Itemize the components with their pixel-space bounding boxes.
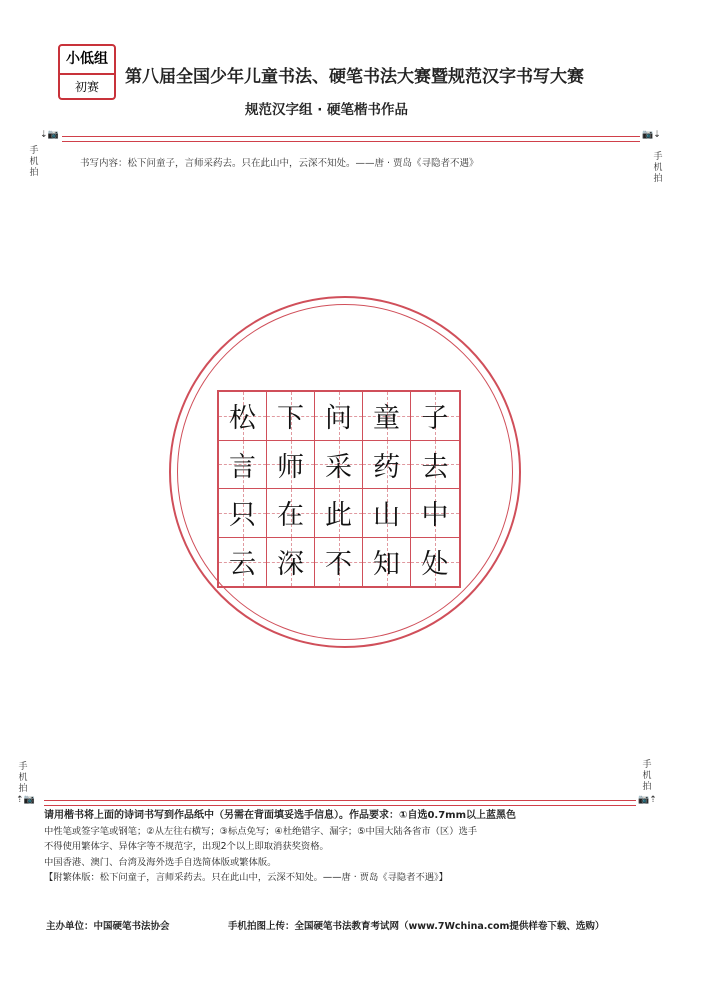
grid-cell: 中 [411, 489, 459, 538]
phone-photo-mark-top-left: 手 机 拍 [29, 146, 39, 178]
writing-content: 书写内容：松下问童子，言师采药去。只在此山中，云深不知处。——唐 · 贾岛《寻隐者不遇》 [80, 158, 479, 169]
grid-cell: 采 [315, 441, 363, 490]
instruction-line: 不得使用繁体字、异体字等不规范字，出现2个以上即取消获奖资格。 [44, 841, 329, 852]
badge-group-label: 小低组 [60, 46, 114, 75]
organizer-text: 主办单位：中国硬笔书法协会 [46, 921, 170, 932]
grid-cell: 药 [363, 441, 411, 490]
grid-cell: 处 [411, 538, 459, 587]
grid-cell: 在 [267, 489, 315, 538]
instructions [44, 808, 664, 886]
phone-photo-mark-bottom-right: 手 机 拍 [642, 760, 652, 792]
grid-cell: 山 [363, 489, 411, 538]
badge-round-label: 初赛 [74, 80, 99, 94]
instruction-line: 【附繁体版：松下问童子，言师采药去。只在此山中，云深不知处。——唐 · 贾岛《寻隐者不遇》】 [44, 872, 448, 883]
camera-icon-bottom-left: ⇡📷 [16, 795, 35, 805]
grid-cell: 童 [363, 392, 411, 441]
instruction-line: 中国香港、澳门、台湾及海外选手自选简体版或繁体版。 [44, 856, 277, 868]
camera-icon-top-right: 📷⇣ [642, 130, 661, 140]
phone-photo-mark-bottom-left: 手 机 拍 [18, 762, 28, 794]
character-grid [217, 390, 461, 588]
grid-cell: 知 [363, 538, 411, 587]
top-rule [62, 136, 640, 142]
grid-cell: 不 [315, 538, 363, 587]
grid-cell: 云 [219, 538, 267, 587]
grid-cell: 问 [315, 392, 363, 441]
grid-cell: 下 [267, 392, 315, 441]
grid-cell: 松 [219, 392, 267, 441]
grid-cell: 去 [411, 441, 459, 490]
instruction-line: 请用楷书将上面的诗词书写到作品纸中（另需在背面填妥选手信息）。作品要求：①自选0.7mm以上蓝黑色 [44, 810, 517, 821]
grid-cell: 言 [219, 441, 267, 490]
instruction-line: 中性笔或签字笔或钢笔；②从左往右横写；③标点免写；④杜绝错字、漏字；⑤中国大陆各省市（区）选手 [44, 825, 478, 837]
grid-cell: 子 [411, 392, 459, 441]
camera-icon-bottom-right: 📷⇡ [638, 795, 657, 805]
page-title: 第八届全国少年儿童书法、硬笔书法大赛暨规范汉字书写大赛 [125, 67, 584, 87]
grid-cell: 师 [267, 441, 315, 490]
page-subtitle: 规范汉字组 · 硬笔楷书作品 [245, 102, 409, 118]
bottom-rule [44, 800, 636, 806]
phone-photo-mark-top-right: 手 机 拍 [653, 152, 663, 184]
group-badge [58, 44, 116, 100]
grid-cell: 此 [315, 489, 363, 538]
upload-info: 手机拍图上传：全国硬笔书法教育考试网（www.7Wchina.com提供样卷下载、选购） [228, 921, 605, 932]
grid-cell: 深 [267, 538, 315, 587]
camera-icon-top-left: ⇣📷 [40, 130, 59, 140]
grid-cell: 只 [219, 489, 267, 538]
